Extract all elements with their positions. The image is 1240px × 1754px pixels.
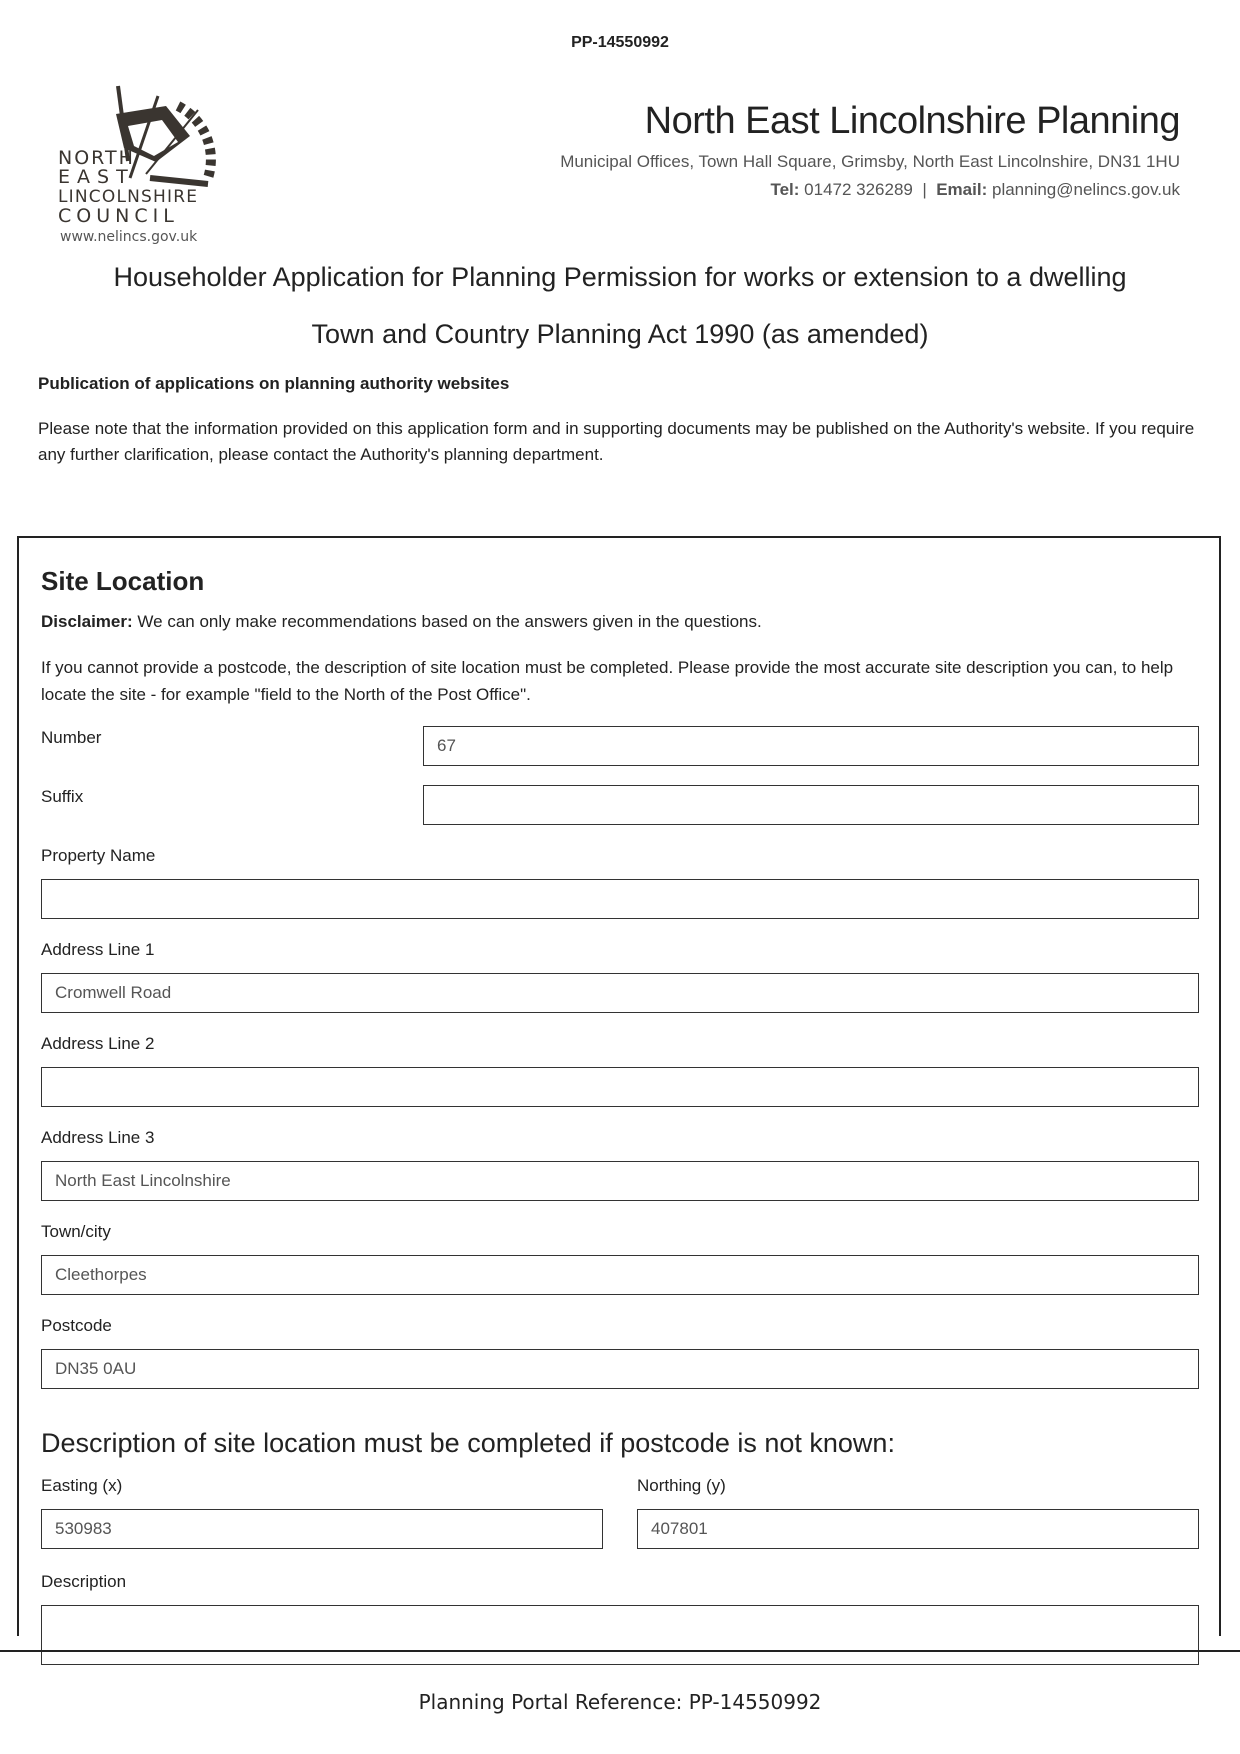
reference-number-top: PP-14550992	[571, 34, 669, 51]
disclaimer-label: Disclaimer:	[41, 612, 133, 631]
organisation-address: Municipal Offices, Town Hall Square, Grimsby, North East Lincolnshire, DN31 1HU	[560, 152, 1180, 171]
tel-number: 01472 326289	[804, 180, 913, 199]
organisation-contact	[560, 180, 1180, 200]
property-name-field[interactable]	[41, 879, 1199, 919]
logo-text-east: EAST	[58, 166, 135, 188]
town-city-label: Town/city	[41, 1222, 111, 1241]
suffix-field[interactable]	[423, 785, 1199, 825]
address-line-1-field[interactable]: Cromwell Road	[41, 973, 1199, 1013]
disclaimer-text: We can only make recommendations based on the answers given in the questions.	[137, 612, 762, 631]
suffix-label: Suffix	[41, 787, 84, 806]
address-line-1-label: Address Line 1	[41, 940, 155, 959]
description-textarea[interactable]	[41, 1605, 1199, 1665]
postcode-label: Postcode	[41, 1316, 112, 1335]
easting-field[interactable]: 530983	[41, 1509, 603, 1549]
contact-separator: |	[922, 180, 927, 199]
postcode-field[interactable]: DN35 0AU	[41, 1349, 1199, 1389]
logo-text-council: COUNCIL	[58, 205, 179, 227]
email-address[interactable]: planning@nelincs.gov.uk	[991, 180, 1180, 199]
site-location-section	[17, 536, 1221, 1636]
easting-label: Easting (x)	[41, 1476, 123, 1495]
description-heading: Description of site location must be completed if postcode is not known:	[41, 1428, 895, 1458]
page-subtitle: Town and Country Planning Act 1990 (as amended)	[311, 319, 929, 349]
disclaimer	[41, 612, 762, 632]
logo-text-lincolnshire: LINCOLNSHIRE	[58, 187, 199, 207]
footer-divider	[0, 1650, 1240, 1652]
council-logo	[58, 66, 238, 246]
page-title: Householder Application for Planning Permission for works or extension to a dwelling	[113, 262, 1127, 292]
council-logo-mark-icon	[58, 66, 238, 246]
logo-url: www.nelincs.gov.uk	[60, 229, 198, 245]
footer-reference: Planning Portal Reference: PP-14550992	[418, 1690, 822, 1714]
number-label: Number	[41, 728, 102, 747]
northing-label: Northing (y)	[637, 1476, 726, 1495]
address-line-2-field[interactable]	[41, 1067, 1199, 1107]
property-name-label: Property Name	[41, 846, 156, 865]
tel-label: Tel:	[770, 180, 800, 199]
address-line-2-label: Address Line 2	[41, 1034, 155, 1053]
publication-text: Please note that the information provided on this application form and in supporting documents may be published on the Authority's website. If you require any further clarification, please contact the Authority's planning department.	[38, 419, 1195, 464]
section-title: Site Location	[41, 566, 205, 596]
email-label: Email:	[936, 180, 988, 199]
address-line-3-field[interactable]: North East Lincolnshire	[41, 1161, 1199, 1201]
number-field[interactable]: 67	[423, 726, 1199, 766]
organisation-title: North East Lincolnshire Planning	[644, 100, 1180, 142]
help-text: If you cannot provide a postcode, the description of site location must be completed. Please provide the most accurate site description you can, to help locate the site - for example "field to the North of the Post Office".	[41, 658, 1174, 704]
northing-field[interactable]: 407801	[637, 1509, 1199, 1549]
address-line-3-label: Address Line 3	[41, 1128, 155, 1147]
organisation-header	[560, 100, 1180, 200]
logo-text-north: NORTH	[58, 147, 135, 169]
publication-heading: Publication of applications on planning authority websites	[38, 374, 510, 393]
town-city-field[interactable]: Cleethorpes	[41, 1255, 1199, 1295]
description-label: Description	[41, 1572, 127, 1591]
